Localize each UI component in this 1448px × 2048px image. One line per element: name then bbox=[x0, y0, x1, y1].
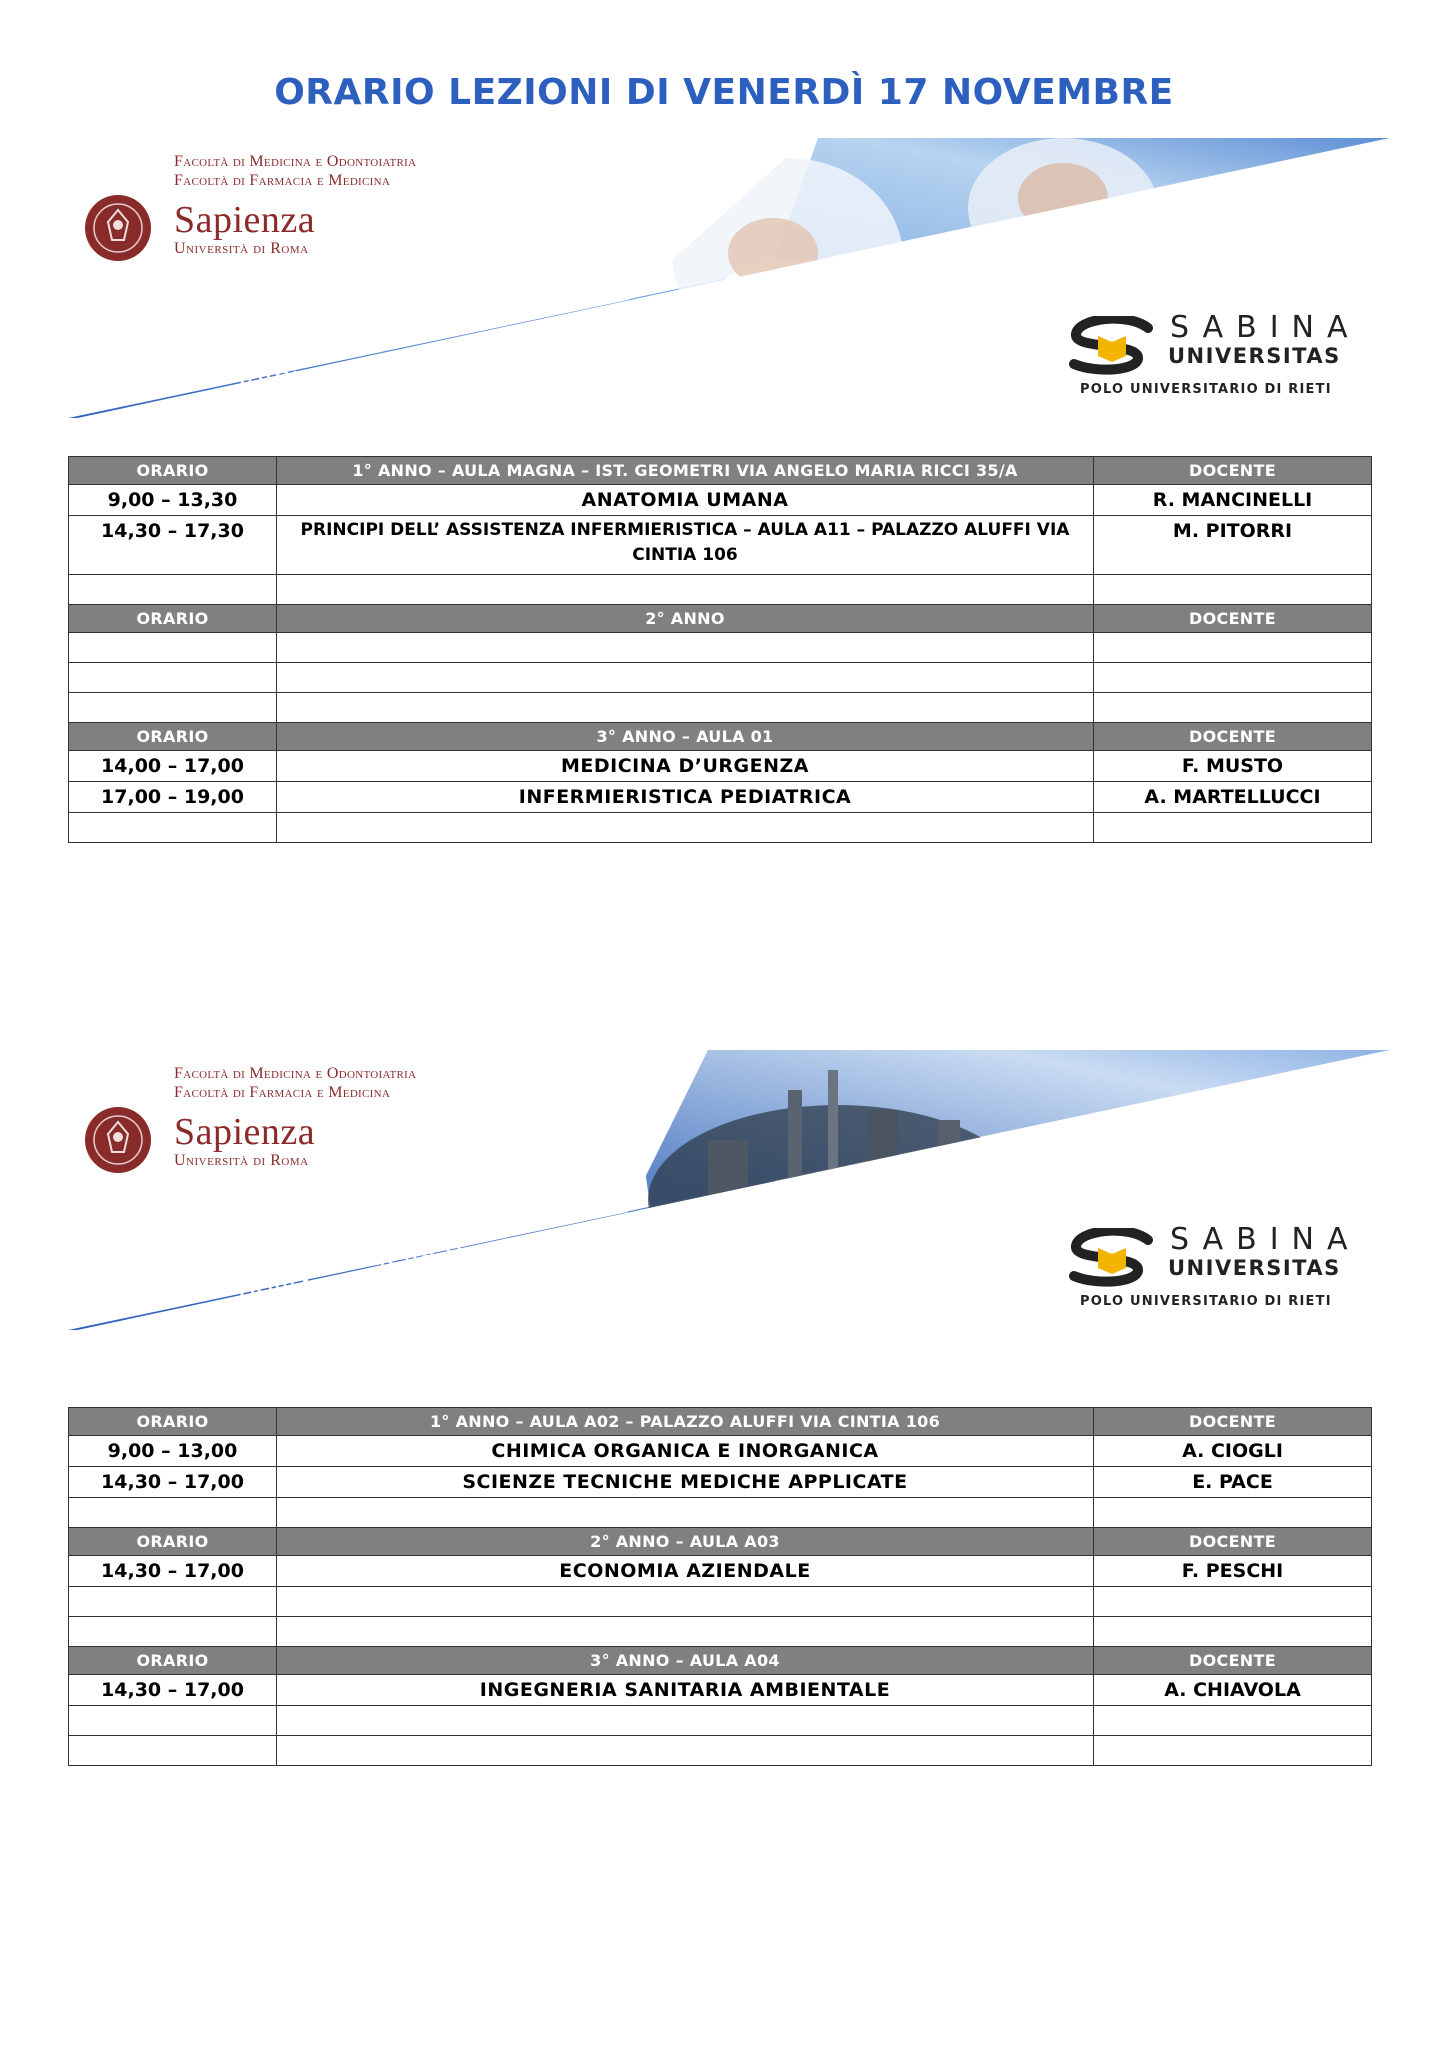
header-row-year-1 bbox=[69, 1408, 1372, 1436]
subject-cell: CHIMICA ORGANICA E INORGANICA bbox=[277, 1436, 1094, 1467]
teacher-cell: F. MUSTO bbox=[1094, 751, 1372, 782]
university-title: Sapienza bbox=[174, 1111, 316, 1153]
header-teacher: DOCENTE bbox=[1094, 1528, 1372, 1556]
empty-row bbox=[69, 663, 1372, 693]
empty-row bbox=[69, 693, 1372, 723]
header-row-year-1 bbox=[69, 457, 1372, 485]
banner-tecniche-prevenzione bbox=[68, 1050, 1390, 1332]
teacher-cell: F. PESCHI bbox=[1094, 1556, 1372, 1587]
header-row-year-2 bbox=[69, 605, 1372, 633]
faculty-names bbox=[174, 1064, 416, 1102]
faculty-line-2: Facoltà di Farmacia e Medicina bbox=[174, 1084, 391, 1101]
time-cell: 14,30 – 17,00 bbox=[69, 1675, 277, 1706]
course-name bbox=[238, 1238, 749, 1308]
header-time: ORARIO bbox=[69, 1528, 277, 1556]
university-subtitle: Università di Roma bbox=[174, 240, 309, 257]
header-teacher: DOCENTE bbox=[1094, 1647, 1372, 1675]
polo-caption: POLO UNIVERSITARIO DI RIETI bbox=[1080, 1294, 1332, 1309]
teacher-cell: R. MANCINELLI bbox=[1094, 485, 1372, 516]
university-name bbox=[174, 200, 315, 258]
empty-row bbox=[69, 1706, 1372, 1736]
header-year-title: 1° ANNO – AULA MAGNA – IST. GEOMETRI VIA ANGELO MARIA RICCI 35/A bbox=[277, 457, 1094, 485]
time-cell: 14,30 – 17,30 bbox=[69, 516, 277, 575]
time-cell: 14,00 – 17,00 bbox=[69, 751, 277, 782]
table-row bbox=[69, 1436, 1372, 1467]
time-cell: 17,00 – 19,00 bbox=[69, 782, 277, 813]
empty-row bbox=[69, 1498, 1372, 1528]
teacher-cell: M. PITORRI bbox=[1094, 516, 1372, 575]
header-time: ORARIO bbox=[69, 723, 277, 751]
header-year-title: 2° ANNO – AULA A03 bbox=[277, 1528, 1094, 1556]
teacher-cell: A. CHIAVOLA bbox=[1094, 1675, 1372, 1706]
header-year-title: 1° ANNO – AULA A02 – PALAZZO ALUFFI VIA CINTIA 106 bbox=[277, 1408, 1094, 1436]
empty-row bbox=[69, 813, 1372, 843]
universitas-word: UNIVERSITAS bbox=[1168, 1256, 1341, 1280]
sabina-word: SABINA bbox=[1170, 1222, 1361, 1257]
subject-cell: MEDICINA D’URGENZA bbox=[277, 751, 1094, 782]
banner-infermieristica bbox=[68, 138, 1390, 420]
empty-row bbox=[69, 1617, 1372, 1647]
teacher-cell: A. CIOGLI bbox=[1094, 1436, 1372, 1467]
faculty-line-2: Facoltà di Farmacia e Medicina bbox=[174, 172, 391, 189]
faculty-line-1: Facoltà di Medicina e Odontoiatria bbox=[174, 153, 417, 170]
table-row bbox=[69, 516, 1372, 575]
empty-row bbox=[69, 633, 1372, 663]
sabina-s-icon bbox=[1068, 1228, 1154, 1288]
empty-row bbox=[69, 1736, 1372, 1766]
header-time: ORARIO bbox=[69, 1408, 277, 1436]
table-row bbox=[69, 1675, 1372, 1706]
faculty-line-1: Facoltà di Medicina e Odontoiatria bbox=[174, 1065, 417, 1082]
header-row-year-3 bbox=[69, 723, 1372, 751]
time-cell: 9,00 – 13,00 bbox=[69, 1436, 277, 1467]
header-time: ORARIO bbox=[69, 457, 277, 485]
university-subtitle: Università di Roma bbox=[174, 1152, 309, 1169]
sabina-word: SABINA bbox=[1170, 310, 1361, 345]
sabina-s-icon bbox=[1068, 316, 1154, 376]
header-year-title: 3° ANNO – AULA A04 bbox=[277, 1647, 1094, 1675]
universitas-word: UNIVERSITAS bbox=[1168, 344, 1341, 368]
table-row bbox=[69, 485, 1372, 516]
page-title: ORARIO LEZIONI DI VENERDÌ 17 NOVEMBRE bbox=[274, 72, 1174, 113]
polo-caption: POLO UNIVERSITARIO DI RIETI bbox=[1080, 382, 1332, 397]
teacher-cell: E. PACE bbox=[1094, 1467, 1372, 1498]
schedule-table-infermieristica bbox=[68, 456, 1372, 843]
sabina-logo bbox=[1068, 1222, 1368, 1312]
faculty-names bbox=[174, 152, 416, 190]
subject-cell: INFERMIERISTICA PEDIATRICA bbox=[277, 782, 1094, 813]
header-teacher: DOCENTE bbox=[1094, 1408, 1372, 1436]
schedule-table-tecniche-prevenzione bbox=[68, 1407, 1372, 1766]
subject-cell: INGEGNERIA SANITARIA AMBIENTALE bbox=[277, 1675, 1094, 1706]
header-year-title: 2° ANNO bbox=[277, 605, 1094, 633]
teacher-cell: A. MARTELLUCCI bbox=[1094, 782, 1372, 813]
sabina-logo bbox=[1068, 310, 1368, 400]
header-year-title: 3° ANNO – AULA 01 bbox=[277, 723, 1094, 751]
table-row bbox=[69, 782, 1372, 813]
sapienza-seal-icon bbox=[84, 194, 152, 262]
table-row bbox=[69, 1556, 1372, 1587]
header-row-year-2 bbox=[69, 1528, 1372, 1556]
empty-row bbox=[69, 1587, 1372, 1617]
header-teacher: DOCENTE bbox=[1094, 723, 1372, 751]
header-row-year-3 bbox=[69, 1647, 1372, 1675]
sapienza-seal-icon bbox=[84, 1106, 152, 1174]
header-teacher: DOCENTE bbox=[1094, 457, 1372, 485]
table-row bbox=[69, 1467, 1372, 1498]
time-cell: 14,30 – 17,00 bbox=[69, 1556, 277, 1587]
subject-cell: PRINCIPI DELL’ ASSISTENZA INFERMIERISTICA – AULA A11 – PALAZZO ALUFFI VIA CINTIA 106 bbox=[277, 516, 1094, 575]
empty-row bbox=[69, 575, 1372, 605]
university-name bbox=[174, 1112, 315, 1170]
university-title: Sapienza bbox=[174, 199, 316, 241]
table-row bbox=[69, 751, 1372, 782]
time-cell: 9,00 – 13,30 bbox=[69, 485, 277, 516]
subject-cell: ECONOMIA AZIENDALE bbox=[277, 1556, 1094, 1587]
course-name: Infermieristica bbox=[238, 360, 440, 394]
subject-cell: ANATOMIA UMANA bbox=[277, 485, 1094, 516]
subject-cell: SCIENZE TECNICHE MEDICHE APPLICATE bbox=[277, 1467, 1094, 1498]
course-name-line-1: Tecniche della Prevenzione bbox=[238, 1238, 616, 1272]
course-name-line-2: nell'Ambiente e nei Luoghi di Lavoro bbox=[238, 1273, 750, 1307]
header-time: ORARIO bbox=[69, 1647, 277, 1675]
time-cell: 14,30 – 17,00 bbox=[69, 1467, 277, 1498]
header-time: ORARIO bbox=[69, 605, 277, 633]
header-teacher: DOCENTE bbox=[1094, 605, 1372, 633]
